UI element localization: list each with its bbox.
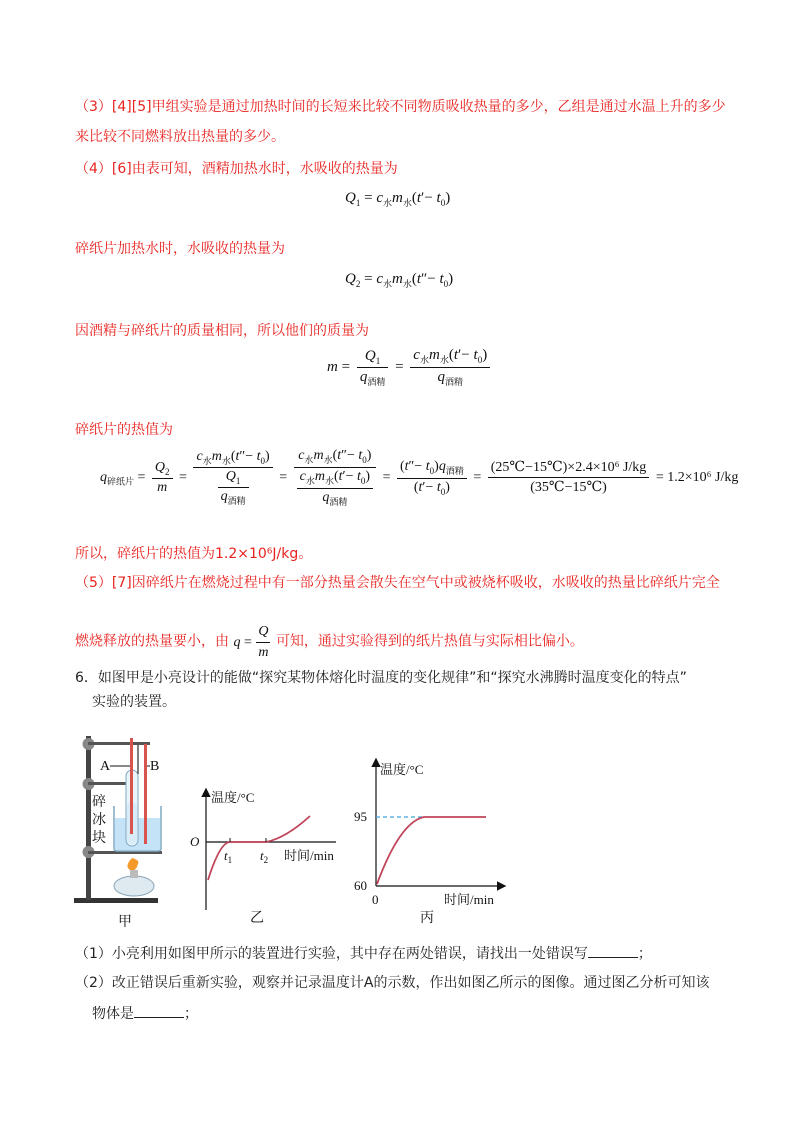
equation-q-over-m: q = $\frac{Q}{m}$ — [233, 624, 269, 660]
question-6-sub2-line2: 物体是 ； — [92, 1003, 198, 1024]
bing-curve — [377, 817, 486, 884]
answer-3-line2: 来比较不同燃料放出热量的多少。 — [75, 129, 285, 145]
answer-4-conclusion: 所以，碎纸片的热值为1.2×10⁶J/kg。 — [75, 546, 313, 562]
figure-yi-caption: 乙 — [250, 911, 264, 926]
answer-4-line3: 因酒精与碎纸片的质量相同，所以他们的质量为 — [75, 323, 369, 339]
answer-4-line4: 碎纸片的热值为 — [75, 422, 173, 438]
lamp-wick-holder — [130, 870, 138, 878]
equation-mass: m = $\frac{Q_1}{q_{酒精}}$ = $\frac{c_水m_水(t'- t_0)}{q_{酒精}}$ — [327, 347, 493, 388]
answer-4-line2: 碎纸片加热水时，水吸收的热量为 — [75, 241, 285, 257]
calc-numerator: (25℃−15℃)×2.4×10⁶ J/kg — [488, 459, 650, 478]
ice-label-3: 块 — [92, 831, 106, 846]
ice-label-1: 碎 — [92, 795, 106, 810]
yi-t1-label: $t_1$ — [224, 848, 233, 865]
thermometer-a — [130, 738, 133, 834]
label-b: B — [150, 759, 160, 774]
bing-y-top: 95 — [354, 809, 367, 824]
question-6-stem-line2: 实验的装置。 — [92, 694, 176, 710]
calc-denominator: (35℃−15℃) — [530, 480, 607, 496]
bing-x-origin: 0 — [372, 892, 379, 907]
yi-t2-label: $t_2$ — [260, 848, 269, 865]
equation-paper-heat-value: $q_{碎纸片}$ = $\frac{Q_2}{m}$ = $\frac{c_水m_水(t''- t_0)}{\frac{Q_1}{q_{酒精}}}$ = $\frac{c_水m_水(t''- t_0)}{\frac{c_水m_水(t'- t_0)}{q_{酒精}}}$ = $\frac{(t''- t_0)q_{酒精}}{(t'- t_0)}$ = $\frac{\text{(25℃−15℃)×2.4×10⁶ J/kg}}{(35℃-15℃)}$ = 1.2×10⁶ J/kg — [100, 448, 739, 507]
tube-arm — [88, 782, 128, 785]
label-a: A — [100, 759, 111, 774]
answer-4-line1: （4）[6]由表可知，酒精加热水时，水吸收的热量为 — [75, 161, 398, 177]
ice-label-2: 冰 — [92, 813, 106, 828]
bing-y-bottom: 60 — [354, 878, 367, 893]
yi-xlabel: 时间/min — [284, 848, 334, 863]
yi-origin: O — [190, 834, 200, 849]
question-6-sub1: （1）小亮利用如图甲所示的装置进行实验，其中存在两处错误，请找出一处错误写 ； — [75, 943, 652, 964]
question-6-sub2-line1: （2）改正错误后重新实验，观察并记录温度计A的示数，作出如图乙所示的图像。通过图乙分析可知该 — [75, 975, 710, 991]
figure-bing-caption: 丙 — [420, 911, 434, 926]
equation-q2: $Q_2 = c_水m_水(t''- t_0)$ — [345, 271, 454, 289]
bing-xlabel: 时间/min — [444, 892, 494, 907]
question-6-stem-line1: 6．如图甲是小亮设计的能做“探究某物体熔化时温度的变化规律”和“探究水沸腾时温度变化的特点” — [75, 670, 687, 686]
top-arm — [88, 742, 150, 745]
answer-blank-1[interactable] — [588, 943, 638, 958]
equation-q1: $Q_1 = c_水m_水(t'- t_0)$ — [345, 190, 451, 208]
answer-5-line1: （5）[7]因碎纸片在燃烧过程中有一部分热量会散失在空气中或被烧杯吸收，水吸收的热量比碎纸片完全 — [75, 575, 720, 591]
flame — [127, 858, 138, 870]
calc-result: 1.2×10⁶ J/kg — [667, 469, 739, 485]
figure-bing-graph — [350, 752, 510, 930]
stand-rod — [86, 736, 91, 900]
figure-jia-apparatus — [62, 730, 182, 930]
figure-jia-caption: 甲 — [118, 915, 132, 930]
answer-3-line1: （3）[4][5]甲组实验是通过加热时间的长短来比较不同物质吸收热量的多少，乙组是通过水温上升的多少 — [75, 99, 726, 115]
thermometer-b — [144, 744, 147, 844]
alcohol-lamp — [114, 876, 154, 896]
bing-ylabel: 温度/°C — [380, 762, 424, 777]
figure-yi-graph — [186, 780, 346, 930]
answer-blank-2[interactable] — [134, 1003, 184, 1018]
yi-ylabel: 温度/°C — [211, 790, 255, 805]
answer-5-line2: 燃烧释放的热量要小，由 q = $\frac{Q}{m}$ 可知，通过实验得到的纸片热值与实际相比偏小。 — [75, 624, 584, 660]
